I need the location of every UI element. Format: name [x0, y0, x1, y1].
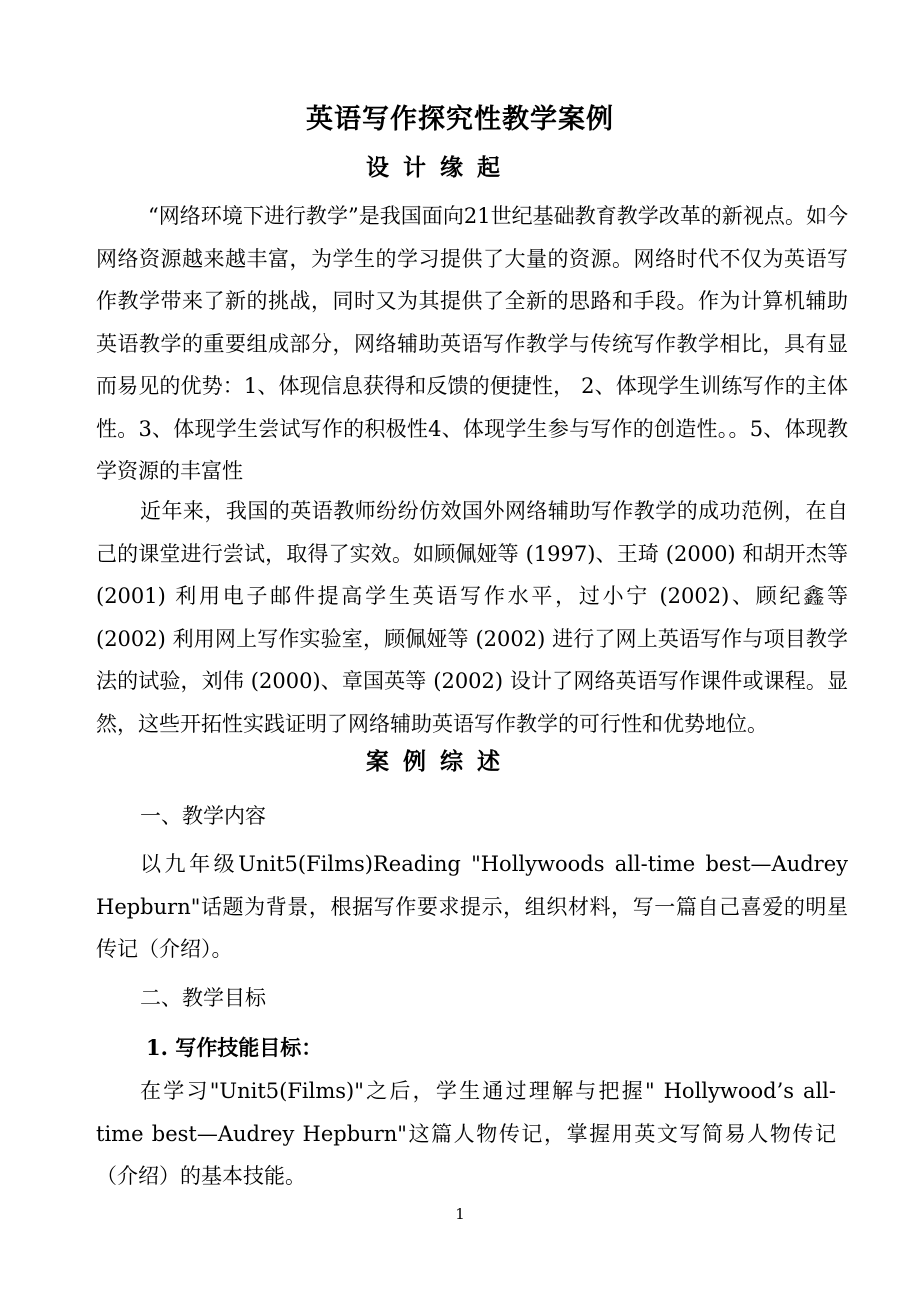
paragraph-writing-skill-goal: 在学习"Unit5(Films)"之后，学生通过理解与把握" Hollywood’s all-time best—Audrey Hepburn"这篇人物传记，掌握用英文写简易人物传记（介绍）的基本技能。 — [96, 1079, 836, 1188]
document-title: 英语写作探究性教学案例 — [306, 104, 614, 135]
subheading-teaching-goals: 二、教学目标 — [140, 986, 266, 1010]
paragraph-origin-2: 近年来，我国的英语教师纷纷仿效国外网络辅助写作教学的成功范例，在自己的课堂进行尝试，取得了实效。如顾佩娅等 (1997)、王琦 (2000) 和胡开杰等 (2001) 利用电子邮件提高学生英语写作水平，过小宁 (2002)、顾纪鑫等 (2002) 利用网上写作实验室，顾佩娅等 (2002) 进行了网上英语写作与项目教学法的试验，刘伟 (2000)、章国英等 (2002) 设计了网络英语写作课件或课程。显然，这些开拓性实践证明了网络辅助英语写作教学的可行性和优势地位。 — [96, 499, 848, 736]
subheading-teaching-content: 一、教学内容 — [140, 804, 266, 828]
paragraph-origin-1: “网络环境下进行教学”是我国面向21世纪基础教育教学改革的新视点。如今网络资源越来越丰富，为学生的学习提供了大量的资源。网络时代不仅为英语写作教学带来了新的挑战，同时又为其提供了全新的思路和手段。作为计算机辅助英语教学的重要组成部分，网络辅助英语写作教学与传统写作教学相比，具有显而易见的优势：1、体现信息获得和反馈的便捷性， 2、体现学生训练写作的主体性。3、体现学生尝试写作的积极性4、体现学生参与写作的创造性。。5、体现教学资源的丰富性 — [96, 204, 848, 483]
paragraph-teaching-content: 以九年级Unit5(Films)Reading "Hollywoods all-time best—Audrey Hepburn"话题为背景，根据写作要求提示，组织材料，写一篇自己喜爱的明星传记（介绍）。 — [96, 852, 848, 961]
page-number: 1 — [455, 1205, 465, 1223]
subheading-writing-skill-goal: 1. 写作技能目标： — [146, 1035, 323, 1060]
section-heading-origin: 设计缘起 — [366, 154, 514, 181]
section-heading-overview: 案例综述 — [366, 748, 514, 775]
